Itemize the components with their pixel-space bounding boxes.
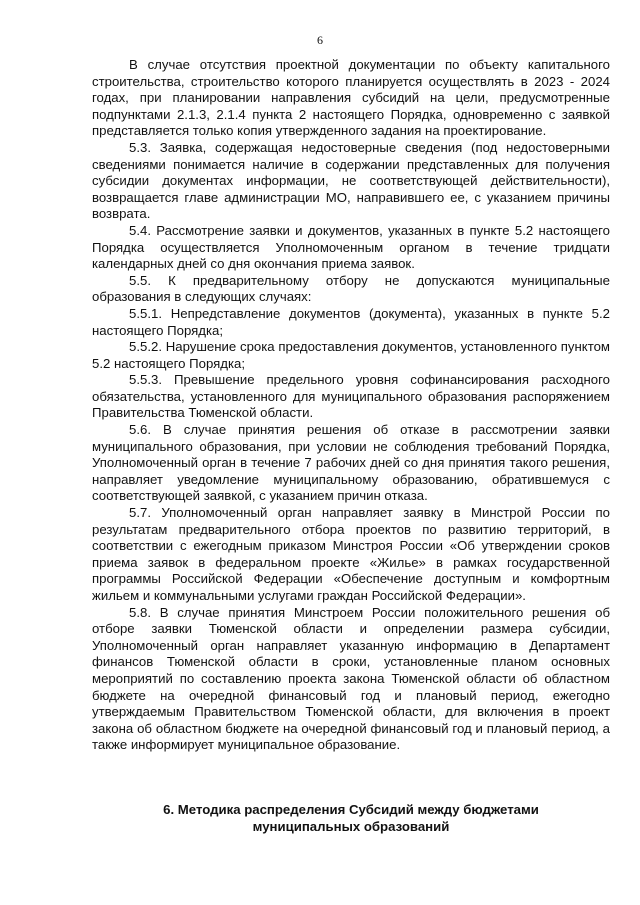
section-heading <box>92 801 610 835</box>
paragraph-5-5: 5.5. К предварительному отбору не допускаются муниципальные образования в следующих случаях: <box>92 272 610 305</box>
paragraph-5-5-1: 5.5.1. Непредставление документов (документа), указанных в пункте 5.2 настоящего Порядка; <box>92 305 610 338</box>
paragraph-5-8: 5.8. В случае принятия Минстроем России положительного решения об отборе заявки Тюменской области и определении размера субсидии, Уполномоченный орган направляет указанную информацию в Департамент финансов Тюменской области в сроки, установленные планом основных мероприятий по составлению проекта закона Тюменской области об областном бюджете на очередной финансовый год и плановый период, ежегодно утверждаемым Правительством Тюменской области, для включения в проект закона об областном бюджете на очередной финансовый год и плановый период, а также информирует муниципальное образование. <box>92 604 610 753</box>
paragraph-5-7: 5.7. Уполномоченный орган направляет заявку в Минстрой России по результатам предварительного отбора проектов по развитию территорий, в соответствии с ежегодным приказом Минстроя России «Об утверждении сроков приема заявок в федеральном проекте «Жилье» в рамках государственной программы Российской Федерации «Обеспечение доступным и комфортным жильем и коммунальными услугами граждан Российской Федерации». <box>92 505 610 603</box>
paragraph-5-5-3: 5.5.3. Превышение предельного уровня софинансирования расходного обязательства, установленного для муниципального образования распоряжением Правительства Тюменской области. <box>92 372 610 421</box>
paragraph-5-6: 5.6. В случае принятия решения об отказе в рассмотрении заявки муниципального образования, при условии не соблюдения требований Порядка, Уполномоченный орган в течение 7 рабочих дней со дня принятия такого решения, направляет уведомление муниципальному образованию, обратившемуся с соответствующей заявкой, с указанием причин отказа. <box>92 422 610 504</box>
paragraph-5-4: 5.4. Рассмотрение заявки и документов, указанных в пункте 5.2 настоящего Порядка осуществляется Уполномоченным органом в течение тридцати календарных дней со дня окончания приема заявок. <box>92 222 610 272</box>
paragraph-5-5-2: 5.5.2. Нарушение срока предоставления документов, установленного пунктом 5.2 настоящего Порядка; <box>92 339 610 371</box>
paragraph-5-3: 5.3. Заявка, содержащая недостоверные сведения (под недостоверными сведениями понимается наличие в содержании представленных для получения субсидии документах информации, не соответствующей действительности), возвращается главе администрации МО, направившего ее, с указанием причины возврата. <box>92 139 610 222</box>
section-heading-line-2: муниципальных образований <box>252 819 450 834</box>
page-number: 6 <box>317 33 323 47</box>
document-body <box>92 57 610 754</box>
section-heading-line-1: 6. Методика распределения Субсидий между бюджетами <box>163 802 539 817</box>
paragraph-design-documentation: В случае отсутствия проектной документации по объекту капитального строительства, строительство которого планируется осуществлять в 2023 - 2024 годах, при планировании направления субсидий на цели, предусмотренные подпунктами 2.1.3, 2.1.4 пункта 2 настоящего Порядка, одновременно с заявкой представляется только копия утвержденного задания на проектирование. <box>92 57 610 139</box>
